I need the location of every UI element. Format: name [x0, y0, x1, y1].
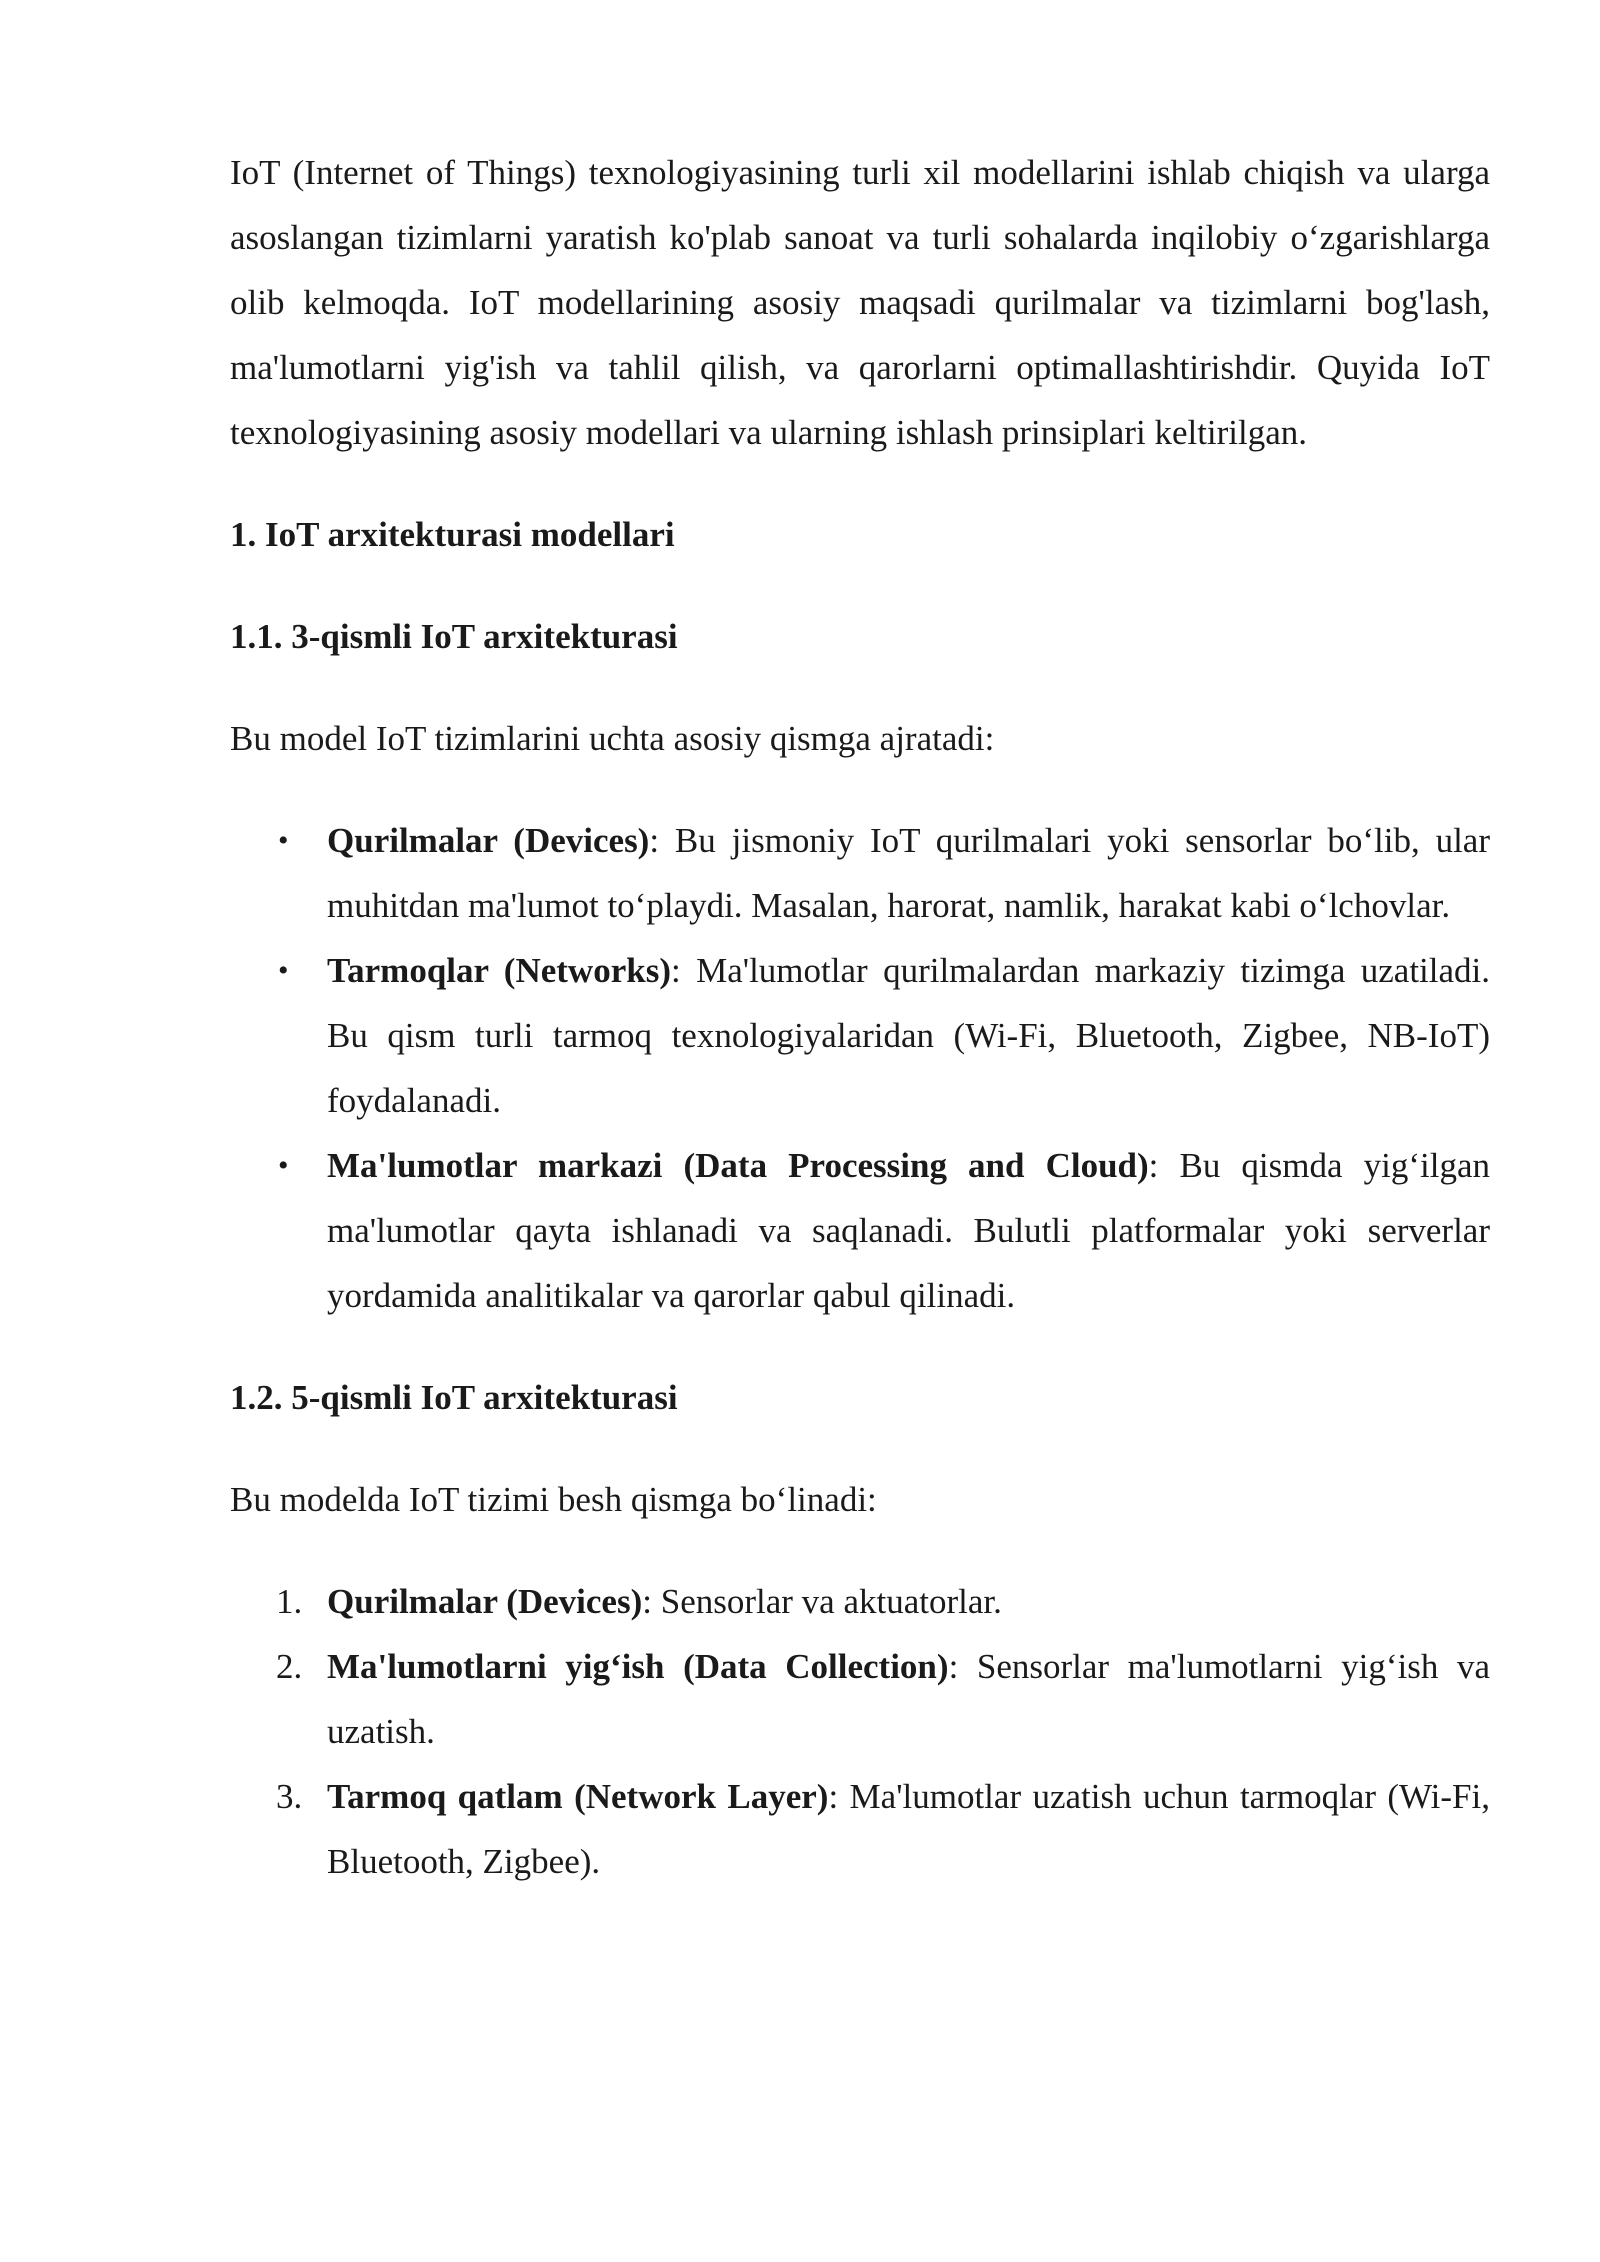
three-part-list [230, 808, 1490, 1328]
list-item [230, 808, 1490, 938]
list-item-term: Qurilmalar (Devices) [327, 1582, 643, 1621]
list-item [230, 1764, 1490, 1894]
list-item-number: 1. [276, 1582, 303, 1621]
list-item [230, 938, 1490, 1133]
list-item [230, 1569, 1490, 1634]
list-item-text: : Sensorlar ma'lumotlarni yig‘ish va uzatish. [327, 1647, 1490, 1751]
list-item-text: : Sensorlar va aktuatorlar. [642, 1582, 1002, 1621]
list-item-term: Qurilmalar (Devices) [327, 821, 650, 860]
list-item-text: : Bu qismda yig‘ilgan ma'lumotlar qayta ishlanadi va saqlanadi. Bulutli platformalar yoki serverlar yordamida analitikalar va qarorlar qabul qilinadi. [327, 1146, 1490, 1315]
list-item-term: Ma'lumotlar markazi (Data Processing and Cloud) [327, 1146, 1149, 1185]
section-heading-1-2: 1.2. 5-qismli IoT arxitekturasi [230, 1378, 678, 1417]
section-heading-1-1: 1.1. 3-qismli IoT arxitekturasi [230, 617, 678, 656]
list-item-term: Tarmoq qatlam (Network Layer) [327, 1777, 829, 1816]
intro-paragraph: IoT (Internet of Things) texnologiyasining turli xil modellarini ishlab chiqish va ularga asoslangan tizimlarni yaratish ko'plab sanoat va turli sohalarda inqilobiy o‘zgarishlarga olib kelmoqda. IoT modellarining asosiy maqsadi qurilmalar va tizimlarni bog'lash, ma'lumotlarni yig'ish va tahlil qilish, va qarorlarni optimallashtirishdir. Quyida IoT texnologiyasining asosiy modellari va ularning ishlash prinsiplari keltirilgan. [230, 153, 1490, 452]
list-item [230, 1634, 1490, 1764]
list-item-text: : Bu jismoniy IoT qurilmalari yoki sensorlar bo‘lib, ular muhitdan ma'lumot to‘playdi. Masalan, harorat, namlik, harakat kabi o‘lchovlar. [327, 821, 1490, 925]
list-item-term: Ma'lumotlarni yig‘ish (Data Collection) [327, 1647, 949, 1686]
list-item-number: 3. [276, 1777, 303, 1816]
five-part-list [230, 1569, 1490, 1894]
section-1-1-lead: Bu model IoT tizimlarini uchta asosiy qismga ajratadi: [230, 719, 995, 758]
list-item-text: : Ma'lumotlar qurilmalardan markaziy tizimga uzatiladi. Bu qism turli tarmoq texnologiyalaridan (Wi-Fi, Bluetooth, Zigbee, NB-IoT) foydalanadi. [327, 951, 1490, 1120]
list-item-term: Tarmoqlar (Networks) [327, 951, 671, 990]
section-1-2-lead: Bu modelda IoT tizimi besh qismga bo‘linadi: [230, 1480, 877, 1519]
document-page [230, 140, 1490, 1894]
list-item-text: : Ma'lumotlar uzatish uchun tarmoqlar (Wi-Fi, Bluetooth, Zigbee). [327, 1777, 1490, 1881]
list-item [230, 1133, 1490, 1328]
section-heading-1: 1. IoT arxitekturasi modellari [230, 515, 675, 554]
list-item-number: 2. [276, 1647, 303, 1686]
